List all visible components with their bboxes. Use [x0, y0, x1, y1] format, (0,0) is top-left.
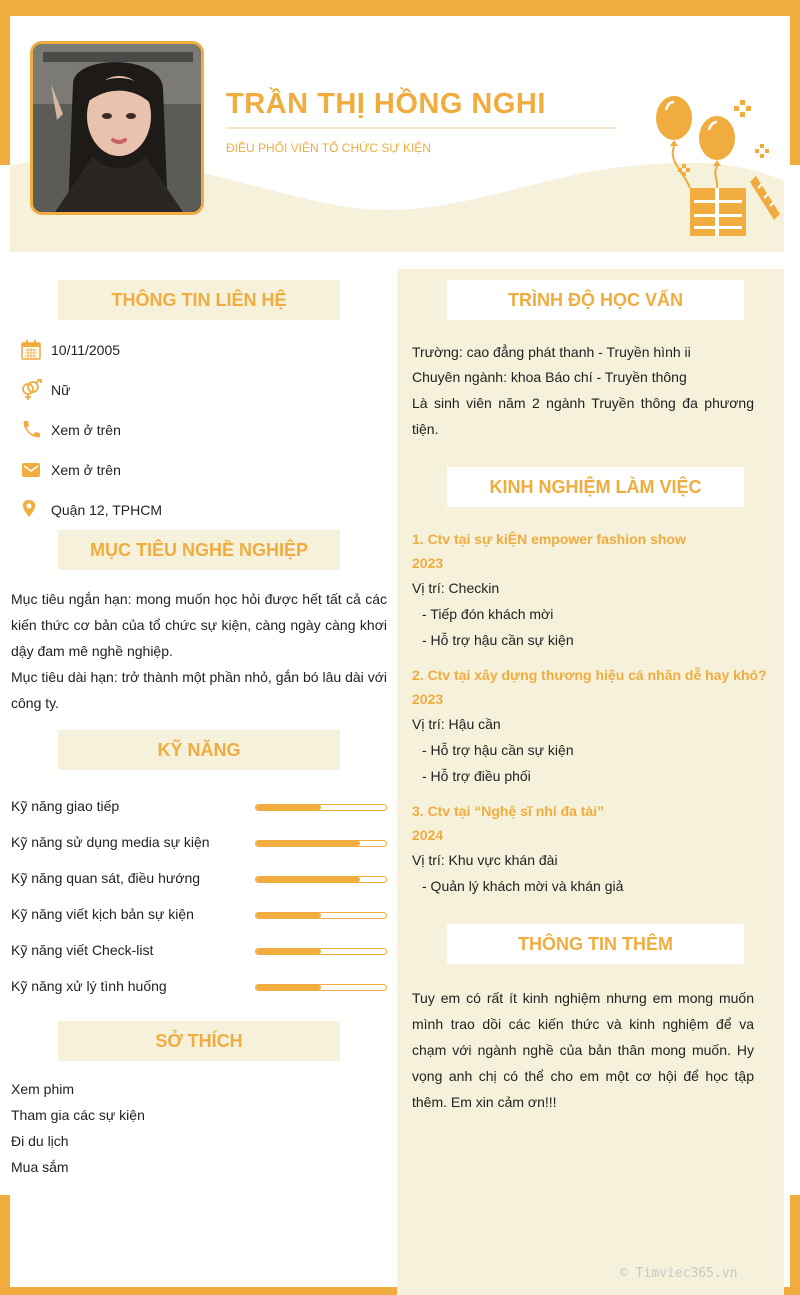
experience-item-title: 1. Ctv tại sự kiỆN empower fashion show — [412, 531, 686, 547]
experience-task: - Hỗ trợ điều phối — [422, 768, 531, 784]
left-border-bottom — [0, 1195, 10, 1295]
experience-item-position: Vị trí: Khu vực khán đài — [412, 852, 558, 868]
experience-item-year: 2023 — [412, 555, 444, 571]
experience-section-title: KINH NGHIỆM LÀM VIỆC — [447, 467, 744, 507]
experience-item-title: 3. Ctv tại “Nghệ sĩ nhí đa tài” — [412, 803, 605, 819]
contact-item-address — [20, 498, 162, 522]
hobby-item: Đi du lịch — [11, 1133, 69, 1149]
skill-item — [11, 906, 387, 926]
candidate-name: TRẦN THỊ HỒNG NGHI — [226, 88, 546, 120]
email-text: Xem ở trên — [51, 462, 121, 478]
mail-icon — [20, 459, 42, 481]
experience-task: - Quản lý khách mời và khán giả — [422, 878, 624, 894]
contact-item-email — [20, 458, 121, 482]
skill-level-fill — [256, 913, 321, 918]
skill-level-fill — [256, 985, 321, 990]
skill-level-bar — [255, 948, 387, 955]
hobby-item: Mua sắm — [11, 1159, 69, 1175]
skill-level-fill — [256, 949, 321, 954]
experience-item-year: 2024 — [412, 827, 444, 843]
experience-task: - Hỗ trợ hậu cần sự kiện — [422, 632, 574, 648]
additional-text: Tuy em có rất ít kinh nghiệm nhưng em mong muốn mình trao dồi các kiến thức và kinh nghiệm để va chạm với ngành nghề của bản thân mong muốn. Hy vọng anh chị có thể cho em một cơ hội để học tập thêm. Em xin cảm ơn!!! — [412, 990, 754, 1110]
right-border-top — [790, 0, 800, 165]
watermark: © Timviec365.vn — [620, 1266, 738, 1281]
gender-text: Nữ — [51, 382, 71, 398]
skill-level-bar — [255, 804, 387, 811]
contact-item-birthday — [20, 338, 120, 362]
contact-item-phone — [20, 418, 121, 442]
calendar-icon — [20, 339, 42, 361]
skill-level-bar — [255, 912, 387, 919]
name-divider — [226, 127, 616, 129]
experience-item-position: Vị trí: Checkin — [412, 580, 500, 596]
skill-item — [11, 978, 387, 998]
skill-level-fill — [256, 805, 321, 810]
skill-level-fill — [256, 841, 360, 846]
experience-item-year: 2023 — [412, 691, 444, 707]
skill-item — [11, 798, 387, 818]
objective-short-term: Mục tiêu ngắn hạn: mong muốn học hỏi được hết tất cả các kiến thức cơ bản của tổ chức sự kiện, càng ngày càng khơi dậy đam mê nghề nghiệp. — [11, 591, 387, 659]
experience-item-title: 2. Ctv tại xây dựng thương hiệu cá nhân dễ hay khó? — [412, 667, 767, 683]
skill-item — [11, 870, 387, 890]
job-title: ĐIỀU PHỐI VIÊN TỔ CHỨC SỰ KIỆN — [226, 141, 431, 155]
experience-item-position: Vị trí: Hậu cần — [412, 716, 501, 732]
skill-label: Kỹ năng giao tiếp — [11, 798, 120, 814]
objective-section-title: MỤC TIÊU NGHỀ NGHIỆP — [58, 530, 340, 570]
skill-label: Kỹ năng quan sát, điều hướng — [11, 870, 201, 886]
hobby-item: Xem phim — [11, 1081, 75, 1097]
skill-level-bar — [255, 876, 387, 883]
phone-icon — [20, 419, 42, 441]
birthday-text: 10/11/2005 — [51, 342, 121, 358]
top-border — [0, 0, 800, 16]
address-text: Quận 12, TPHCM — [51, 502, 163, 518]
profile-photo — [30, 41, 204, 215]
skill-label: Kỹ năng sử dụng media sự kiện — [11, 834, 210, 850]
experience-task: - Tiếp đón khách mời — [422, 606, 554, 622]
contact-section-title: THÔNG TIN LIÊN HỆ — [58, 280, 340, 320]
left-border-top — [0, 0, 10, 165]
portrait-image — [33, 44, 201, 212]
contact-item-gender — [20, 378, 70, 402]
experience-task: - Hỗ trợ hậu cần sự kiện — [422, 742, 574, 758]
hobby-item: Tham gia các sự kiện — [11, 1107, 145, 1123]
skill-label: Kỹ năng viết Check-list — [11, 942, 154, 958]
location-icon — [20, 499, 42, 521]
education-school: Trường: cao đẳng phát thanh - Truyền hình ii — [412, 344, 691, 360]
balloons-gift-illustration — [650, 92, 785, 242]
right-border-bottom — [790, 1195, 800, 1295]
skill-level-bar — [255, 984, 387, 991]
additional-section-title: THÔNG TIN THÊM — [447, 924, 744, 964]
skills-section-title: KỸ NĂNG — [58, 730, 340, 770]
education-description: Là sinh viên năm 2 ngành Truyền thông đa phương tiện. — [412, 395, 754, 437]
skill-level-fill — [256, 877, 360, 882]
skill-item — [11, 834, 387, 854]
phone-text: Xem ở trên — [51, 422, 121, 438]
education-section-title: TRÌNH ĐỘ HỌC VẤN — [447, 280, 744, 320]
skill-level-bar — [255, 840, 387, 847]
skill-item — [11, 942, 387, 962]
education-major: Chuyên ngành: khoa Báo chí - Truyền thông — [412, 369, 687, 385]
objective-long-term: Mục tiêu dài hạn: trở thành một phần nhỏ, gắn bó lâu dài với công ty. — [11, 669, 387, 711]
hobbies-section-title: SỞ THÍCH — [58, 1021, 340, 1061]
skill-label: Kỹ năng xử lý tình huống — [11, 978, 167, 994]
gender-icon — [20, 379, 42, 401]
skill-label: Kỹ năng viết kịch bản sự kiện — [11, 906, 194, 922]
